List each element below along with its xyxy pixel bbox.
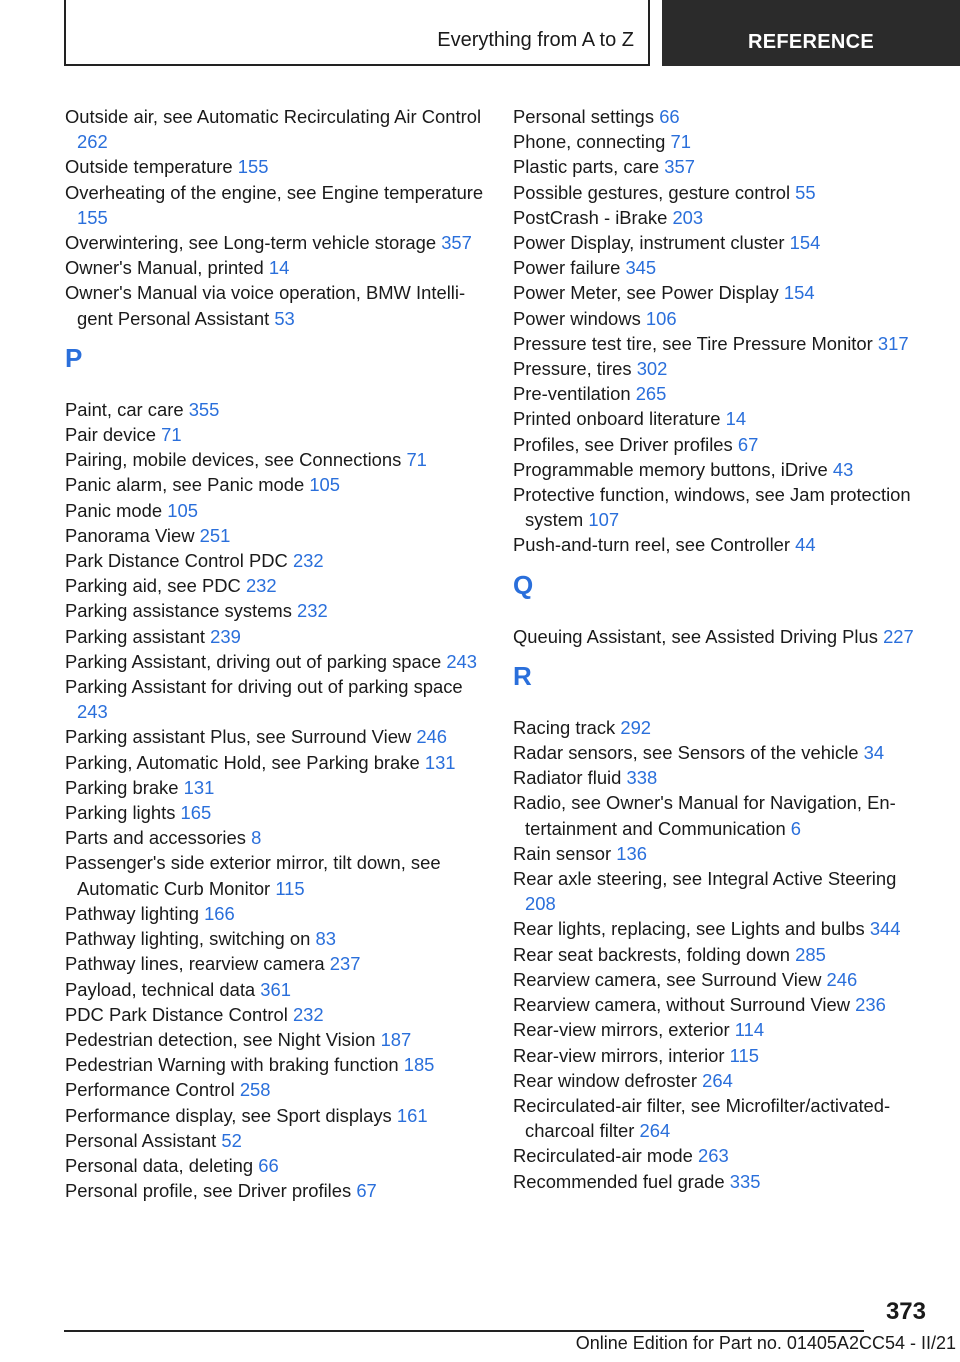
index-entry-text: Programmable memory buttons, iDrive [513, 458, 828, 480]
index-entry-text: Radio, see Owner's Manual for Navigation, Entertainment and Communication [513, 792, 896, 839]
index-entry-page-link[interactable]: 165 [180, 802, 212, 824]
index-entry [65, 154, 485, 179]
index-entry-text: Rear window defroster [513, 1069, 697, 1091]
index-entry-text: Power failure [513, 257, 621, 279]
index-entry-page-link[interactable]: 208 [525, 893, 556, 915]
index-entry [513, 306, 923, 331]
index-entry-text: Parking lights [65, 802, 176, 824]
index-entry [65, 280, 485, 330]
index-entry-page-link[interactable]: 71 [161, 424, 182, 446]
index-entry-page-link[interactable]: 232 [292, 1003, 324, 1025]
index-entry [65, 926, 485, 951]
index-entry-text: Parking, Automatic Hold, see Parking brake [65, 751, 420, 773]
index-entry [65, 104, 485, 154]
index-entry [65, 498, 485, 523]
index-entry-text: Rear lights, replacing, see Lights and bulbs [513, 918, 865, 940]
index-letter-heading: R [513, 660, 532, 691]
index-entry-page-link[interactable]: 6 [790, 817, 802, 839]
index-entry-page-link[interactable]: 203 [672, 206, 704, 228]
index-entry [65, 397, 485, 422]
index-entry-page-link[interactable]: 246 [416, 726, 448, 748]
index-column-left [65, 104, 485, 1203]
index-entry [513, 1043, 923, 1068]
index-entry [513, 406, 923, 431]
index-entry [513, 1068, 923, 1093]
index-entry-text: PostCrash - iBrake [513, 206, 668, 228]
index-entry-text: Phone, connecting [513, 131, 666, 153]
index-entry [65, 1002, 485, 1027]
index-entry-page-link[interactable]: 357 [664, 156, 695, 178]
index-entry-page-link[interactable]: 264 [639, 1120, 671, 1142]
index-entry [65, 1178, 485, 1203]
index-entry-text: Payload, technical data [65, 978, 256, 1000]
index-entry-text: Parking brake [65, 776, 179, 798]
index-entry-text: Radiator fluid [513, 767, 622, 789]
index-entry [65, 548, 485, 573]
index-entry-page-link[interactable]: 264 [702, 1069, 733, 1091]
index-entry [513, 916, 923, 941]
index-entry-page-link[interactable]: 71 [406, 449, 427, 471]
index-entry-page-link[interactable]: 243 [77, 701, 108, 723]
index-entry-page-link[interactable]: 131 [424, 751, 456, 773]
index-entry [513, 1169, 923, 1194]
index-entry-text: Parking Assistant for driving out of parking space [65, 676, 463, 698]
index-entry-page-link[interactable]: 155 [77, 206, 108, 228]
index-entry-page-link[interactable]: 258 [239, 1079, 271, 1101]
index-entry [513, 1017, 923, 1042]
index-entry-page-link[interactable]: 83 [315, 928, 336, 950]
index-entry-page-link[interactable]: 105 [167, 499, 198, 521]
index-entry-page-link[interactable]: 185 [403, 1054, 435, 1076]
index-entry [65, 1052, 485, 1077]
index-entry [65, 447, 485, 472]
index-entry [513, 381, 923, 406]
index-entry-page-link[interactable]: 131 [183, 776, 215, 798]
index-entry-page-link[interactable]: 187 [380, 1028, 412, 1050]
index-entry-text: Pedestrian Warning with braking function [65, 1054, 399, 1076]
index-entry-text: Outside air, see Automatic Recirculating Air Control [65, 106, 482, 127]
index-entry-text: Recirculated-air filter, see Microfilter/activated-charcoal filter [513, 1094, 891, 1142]
index-entry-text: Pathway lines, rearview camera [65, 953, 325, 975]
index-entry-page-link[interactable]: 338 [626, 767, 658, 789]
index-entry-text: Rear-view mirrors, interior [513, 1044, 725, 1066]
index-entry-text: Pairing, mobile devices, see Connections [65, 449, 402, 471]
index-entry-text: Parking assistant [65, 625, 206, 647]
index-entry-text: Rearview camera, see Surround View [513, 968, 822, 990]
index-entry-page-link[interactable]: 239 [210, 625, 241, 647]
index-entry [513, 715, 923, 740]
index-entry-text: Parking Assistant, driving out of parking space [65, 650, 442, 672]
index-entry-text: Paint, car care [65, 398, 184, 420]
index-entry-page-link[interactable]: 107 [588, 509, 620, 531]
index-entry [513, 230, 923, 255]
index-entry-text: Parking aid, see PDC [65, 575, 241, 597]
index-entry-page-link[interactable]: 66 [659, 106, 680, 127]
header-title: Everything from A to Z [437, 29, 634, 51]
index-entry-page-link[interactable]: 232 [245, 575, 277, 597]
index-entry [513, 992, 923, 1017]
index-entry-page-link[interactable]: 53 [274, 307, 295, 329]
index-entry [65, 255, 485, 280]
index-entry-text: Queuing Assistant, see Assisted Driving Plus [513, 625, 878, 647]
index-entry-text: Owner's Manual via voice operation, BMW Intelligent Personal Assistant [65, 282, 466, 329]
index-entry-page-link[interactable]: 285 [795, 943, 826, 965]
index-entry-text: Parking assistance systems [65, 600, 292, 622]
index-entry-page-link[interactable]: 136 [616, 842, 647, 864]
index-entry [65, 977, 485, 1002]
index-entry [65, 422, 485, 447]
index-entry-page-link[interactable]: 237 [329, 953, 361, 975]
index-entry [513, 942, 923, 967]
index-entry-text: Push-and-turn reel, see Controller [513, 534, 791, 556]
index-entry [65, 523, 485, 548]
index-entry-page-link[interactable]: 67 [356, 1180, 377, 1202]
index-entry [513, 432, 923, 457]
index-entry-page-link[interactable]: 115 [729, 1044, 759, 1066]
index-entry-page-link[interactable]: 265 [635, 383, 667, 405]
index-entry-page-link[interactable]: 302 [636, 358, 668, 380]
page-header [64, 0, 960, 66]
index-entry [513, 205, 923, 230]
footer-divider [64, 1330, 864, 1332]
index-entry-page-link[interactable]: 232 [297, 600, 328, 622]
index-entry-text: Recirculated-air mode [513, 1145, 693, 1167]
index-entry-page-link[interactable]: 355 [188, 398, 220, 420]
index-entry-page-link[interactable]: 8 [251, 827, 262, 849]
index-entry [513, 841, 923, 866]
index-entry [65, 624, 485, 649]
index-entry-text: Panic alarm, see Panic mode [65, 474, 305, 496]
index-entry-page-link[interactable]: 161 [396, 1104, 428, 1126]
index-entry-page-link[interactable]: 71 [670, 131, 691, 153]
footer-edition: Online Edition for Part no. 01405A2CC54 - II/21 [320, 1333, 960, 1354]
index-entry [513, 356, 923, 381]
index-entry-page-link[interactable]: 106 [645, 307, 677, 329]
index-entry-text: Plastic parts, care [513, 156, 660, 178]
index-entry-page-link[interactable]: 344 [869, 918, 901, 940]
index-entry-text: Power Meter, see Power Display [513, 282, 779, 304]
index-entry [513, 866, 923, 916]
index-entry-text: Racing track [513, 716, 616, 738]
index-entry-page-link[interactable]: 166 [204, 902, 235, 924]
index-entry [513, 740, 923, 765]
index-entry-text: Pre-ventilation [513, 383, 631, 405]
index-entry [65, 674, 485, 724]
index-entry-text: Parts and accessories [65, 827, 246, 849]
index-entry [513, 180, 923, 205]
index-entry-page-link[interactable]: 55 [795, 181, 816, 203]
index-entry-text: Rear axle steering, see Integral Active Steering [513, 868, 897, 890]
index-entry-page-link[interactable]: 34 [863, 742, 885, 764]
index-entry-page-link[interactable]: 227 [883, 625, 914, 647]
index-entry [65, 1153, 485, 1178]
index-entry-page-link[interactable]: 357 [441, 232, 472, 254]
index-entry [513, 129, 923, 154]
index-entry-text: Overheating of the engine, see Engine temperature [65, 181, 484, 203]
index-entry-text: Owner's Manual, printed [65, 257, 264, 279]
index-entry-page-link[interactable]: 14 [268, 257, 290, 279]
index-entry [513, 1143, 923, 1168]
index-entry [513, 532, 923, 557]
index-entry [513, 967, 923, 992]
index-entry-page-link[interactable]: 292 [620, 716, 652, 738]
index-entry-text: Pair device [65, 424, 156, 446]
index-entry-text: Rear-view mirrors, exterior [513, 1019, 730, 1041]
index-entry-page-link[interactable]: 361 [260, 978, 291, 1000]
index-entry-page-link[interactable]: 154 [789, 232, 821, 254]
index-entry [513, 154, 923, 179]
index-column-right [513, 104, 923, 1194]
index-entry-page-link[interactable]: 246 [826, 968, 858, 990]
index-entry-page-link[interactable]: 335 [729, 1170, 761, 1192]
index-entry [513, 482, 923, 532]
index-letter-heading: Q [513, 569, 534, 600]
index-entry [65, 750, 485, 775]
index-entry [65, 800, 485, 825]
index-entry-page-link[interactable]: 105 [309, 474, 341, 496]
index-entry-page-link[interactable]: 67 [737, 433, 759, 455]
index-entry-text: Printed onboard literature [513, 408, 721, 430]
index-entry-text: Overwintering, see Long-term vehicle storage [65, 232, 437, 254]
index-entry-page-link[interactable]: 52 [221, 1129, 242, 1151]
index-entry [513, 790, 923, 840]
index-entry-text: Personal Assistant [65, 1129, 217, 1151]
index-entry-text: Pressure test tire, see Tire Pressure Monitor [513, 332, 873, 354]
index-entry-text: Personal settings [513, 106, 655, 127]
index-entry [65, 951, 485, 976]
index-entry-page-link[interactable]: 251 [199, 524, 231, 546]
index-entry-page-link[interactable]: 114 [734, 1019, 765, 1041]
index-entry-text: Power windows [513, 307, 641, 329]
index-entry-page-link[interactable]: 155 [237, 156, 269, 178]
index-entry [513, 104, 923, 129]
index-entry-text: Pathway lighting [65, 902, 199, 924]
index-entry [65, 775, 485, 800]
index-entry-page-link[interactable]: 345 [625, 257, 657, 279]
index-entry [513, 255, 923, 280]
index-entry-text: Protective function, windows, see Jam protection system [513, 484, 911, 531]
index-entry [65, 230, 485, 255]
index-entry [513, 457, 923, 482]
index-entry-text: Outside temperature [65, 156, 233, 178]
index-entry-text: Panorama View [65, 524, 195, 546]
index-entry-page-link[interactable]: 154 [783, 282, 815, 304]
header-section-box [662, 0, 960, 66]
index-entry-text: Pedestrian detection, see Night Vision [65, 1028, 376, 1050]
index-entry-text: PDC Park Distance Control [65, 1003, 288, 1025]
index-entry [65, 649, 485, 674]
index-entry [65, 825, 485, 850]
index-entry-text: Parking assistant Plus, see Surround View [65, 726, 412, 748]
index-entry [65, 180, 485, 230]
header-title-box [64, 0, 650, 66]
index-entry [65, 901, 485, 926]
index-entry-text: Performance Control [65, 1079, 235, 1101]
index-entry [513, 331, 923, 356]
index-entry [65, 573, 485, 598]
index-entry-page-link[interactable]: 236 [855, 994, 886, 1016]
index-entry-text: Radar sensors, see Sensors of the vehicle [513, 742, 859, 764]
index-entry-page-link[interactable]: 66 [258, 1154, 279, 1176]
page-number: 373 [885, 1298, 926, 1325]
index-entry-text: Possible gestures, gesture control [513, 181, 791, 203]
index-entry-text: Rearview camera, without Surround View [513, 994, 850, 1016]
index-entry-page-link[interactable]: 14 [725, 408, 747, 430]
index-entry [513, 624, 923, 649]
index-entry-text: Recommended fuel grade [513, 1170, 725, 1192]
index-entry-page-link[interactable]: 317 [877, 332, 909, 354]
index-entry-text: Rear seat backrests, folding down [513, 943, 791, 965]
index-entry-page-link[interactable]: 43 [832, 458, 854, 480]
index-entry-text: Passenger's side exterior mirror, tilt down, see Automatic Curb Monitor [65, 852, 441, 899]
index-entry [65, 1128, 485, 1153]
header-section-label: REFERENCE [747, 31, 875, 53]
index-entry-page-link[interactable]: 44 [795, 534, 816, 556]
index-entry-text: Pathway lighting, switching on [65, 928, 311, 950]
index-entry-text: Personal data, deleting [65, 1154, 254, 1176]
index-entry [65, 598, 485, 623]
index-entry-text: Personal profile, see Driver profiles [65, 1180, 352, 1202]
index-entry [65, 1103, 485, 1128]
index-entry [65, 1027, 485, 1052]
index-letter-heading: P [65, 342, 83, 373]
index-entry-text: Performance display, see Sport displays [65, 1104, 392, 1126]
index-entry-page-link[interactable]: 262 [77, 131, 108, 153]
index-entry [513, 280, 923, 305]
index-entry-page-link[interactable]: 232 [292, 550, 324, 572]
index-entry-text: Panic mode [65, 499, 163, 521]
index-entry-page-link[interactable]: 243 [446, 650, 478, 672]
index-entry-page-link[interactable]: 115 [275, 877, 305, 899]
index-entry [65, 724, 485, 749]
index-entry [65, 472, 485, 497]
index-entry-text: Rain sensor [513, 842, 612, 864]
index-entry [513, 765, 923, 790]
index-entry-text: Pressure, tires [513, 358, 632, 380]
index-entry [65, 1077, 485, 1102]
index-entry-page-link[interactable]: 263 [698, 1145, 729, 1167]
index-entry [513, 1093, 923, 1143]
index-entry [65, 850, 485, 900]
index-entry-text: Profiles, see Driver profiles [513, 433, 733, 455]
index-entry-text: Park Distance Control PDC [65, 550, 288, 572]
index-entry-text: Power Display, instrument cluster [513, 232, 785, 254]
